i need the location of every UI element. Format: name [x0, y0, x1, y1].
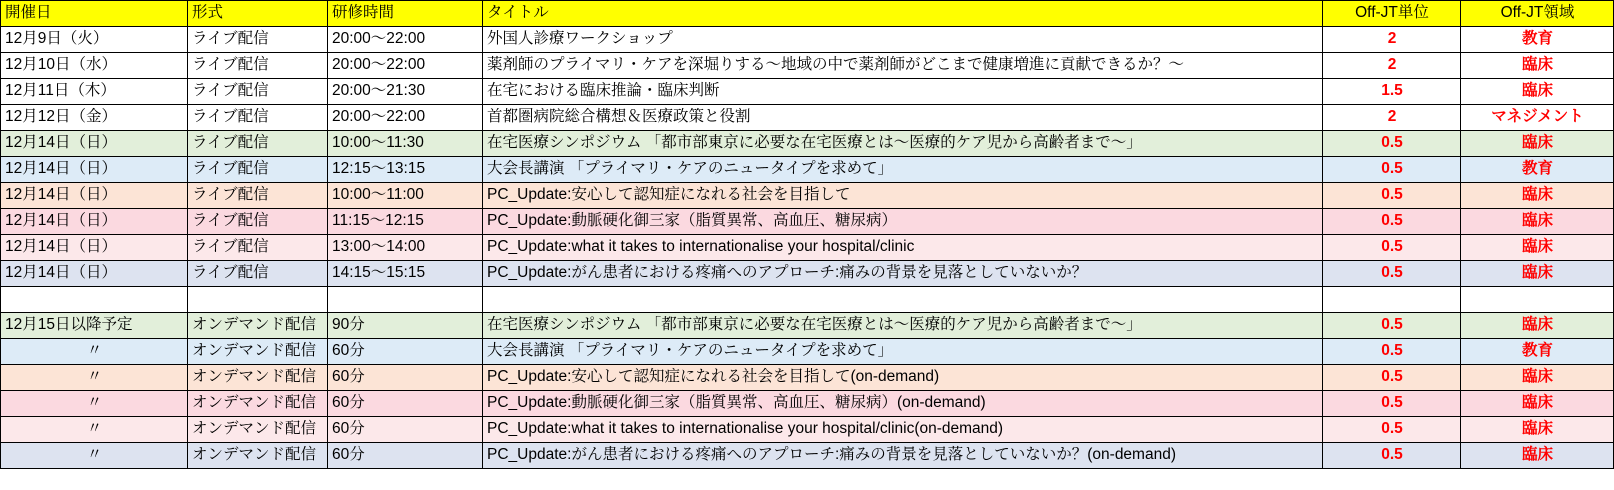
cell-duration: 20:00〜22:00: [328, 27, 483, 53]
cell-title: 薬剤師のプライマリ・ケアを深堀りする〜地域の中で薬剤師がどこまで健康増進に貢献できるか？〜: [483, 53, 1323, 79]
table-row: [1, 183, 1614, 209]
cell-format: ライブ配信: [188, 157, 328, 183]
cell-offjt-area: 臨床: [1461, 131, 1614, 157]
cell-offjt-unit: 0.5: [1323, 339, 1461, 365]
cell-duration: 60分: [328, 391, 483, 417]
cell-title: 大会長講演 「プライマリ・ケアのニュータイプを求めて」: [483, 157, 1323, 183]
cell-date: 12月14日（日）: [1, 157, 188, 183]
cell-title: PC_Update:what it takes to internationalise your hospital/clinic: [483, 235, 1323, 261]
cell-duration: 14:15〜15:15: [328, 261, 483, 287]
cell-date: 12月11日（木）: [1, 79, 188, 105]
cell-offjt-area: 教育: [1461, 27, 1614, 53]
cell-duration: [328, 287, 483, 313]
cell-offjt-area: 臨床: [1461, 391, 1614, 417]
cell-format: オンデマンド配信: [188, 365, 328, 391]
cell-title: 大会長講演 「プライマリ・ケアのニュータイプを求めて」: [483, 339, 1323, 365]
cell-offjt-unit: 0.5: [1323, 391, 1461, 417]
cell-format: ライブ配信: [188, 105, 328, 131]
cell-title: 在宅における臨床推論・臨床判断: [483, 79, 1323, 105]
table-row: [1, 443, 1614, 469]
cell-offjt-unit: 0.5: [1323, 183, 1461, 209]
cell-offjt-area: 臨床: [1461, 417, 1614, 443]
cell-date: 〃: [1, 417, 188, 443]
cell-date: 12月14日（日）: [1, 261, 188, 287]
cell-format: ライブ配信: [188, 183, 328, 209]
table-row: [1, 417, 1614, 443]
cell-offjt-unit: 0.5: [1323, 235, 1461, 261]
cell-title: 在宅医療シンポジウム 「都市部東京に必要な在宅医療とは〜医療的ケア児から高齢者まで〜」: [483, 131, 1323, 157]
cell-offjt-unit: 0.5: [1323, 365, 1461, 391]
cell-format: オンデマンド配信: [188, 417, 328, 443]
cell-duration: 20:00〜22:00: [328, 53, 483, 79]
cell-date: 〃: [1, 365, 188, 391]
cell-date: [1, 287, 188, 313]
cell-title: PC_Update:動脈硬化御三家（脂質異常、高血圧、糖尿病）(on-demand): [483, 391, 1323, 417]
cell-format: オンデマンド配信: [188, 339, 328, 365]
cell-format: ライブ配信: [188, 79, 328, 105]
cell-offjt-unit: 0.5: [1323, 443, 1461, 469]
cell-format: オンデマンド配信: [188, 391, 328, 417]
cell-title: PC_Update:what it takes to internationalise your hospital/clinic(on-demand): [483, 417, 1323, 443]
cell-title: 外国人診療ワークショップ: [483, 27, 1323, 53]
table-row: [1, 105, 1614, 131]
table-row: [1, 235, 1614, 261]
cell-duration: 10:00〜11:30: [328, 131, 483, 157]
table-header-row: [1, 1, 1614, 27]
cell-offjt-area: 臨床: [1461, 183, 1614, 209]
cell-title: PC_Update:安心して認知症になれる社会を目指して(on-demand): [483, 365, 1323, 391]
cell-offjt-unit: 2: [1323, 105, 1461, 131]
cell-title: PC_Update:安心して認知症になれる社会を目指して: [483, 183, 1323, 209]
cell-offjt-area: [1461, 287, 1614, 313]
column-header-date: 開催日: [1, 1, 188, 27]
column-header-offjt-unit: Off-JT単位: [1323, 1, 1461, 27]
cell-duration: 60分: [328, 339, 483, 365]
cell-format: オンデマンド配信: [188, 313, 328, 339]
table-row: [1, 157, 1614, 183]
cell-format: ライブ配信: [188, 209, 328, 235]
cell-duration: 10:00〜11:00: [328, 183, 483, 209]
column-header-title: タイトル: [483, 1, 1323, 27]
cell-offjt-area: 臨床: [1461, 365, 1614, 391]
table-row: [1, 209, 1614, 235]
cell-duration: 60分: [328, 443, 483, 469]
cell-offjt-area: 臨床: [1461, 235, 1614, 261]
cell-offjt-area: 臨床: [1461, 313, 1614, 339]
cell-duration: 13:00〜14:00: [328, 235, 483, 261]
cell-duration: 60分: [328, 417, 483, 443]
table-row: [1, 27, 1614, 53]
cell-date: 12月14日（日）: [1, 131, 188, 157]
cell-offjt-area: マネジメント: [1461, 105, 1614, 131]
cell-title: [483, 287, 1323, 313]
table-row: [1, 339, 1614, 365]
column-header-duration: 研修時間: [328, 1, 483, 27]
cell-offjt-unit: 0.5: [1323, 131, 1461, 157]
cell-offjt-area: 臨床: [1461, 209, 1614, 235]
cell-format: ライブ配信: [188, 235, 328, 261]
cell-offjt-unit: 2: [1323, 27, 1461, 53]
cell-date: 12月14日（日）: [1, 209, 188, 235]
cell-offjt-area: 臨床: [1461, 53, 1614, 79]
cell-title: PC_Update:がん患者における疼痛へのアプローチ:痛みの背景を見落としていないか？: [483, 261, 1323, 287]
table-row: [1, 79, 1614, 105]
column-header-format: 形式: [188, 1, 328, 27]
table-row: [1, 365, 1614, 391]
cell-duration: 90分: [328, 313, 483, 339]
cell-duration: 12:15〜13:15: [328, 157, 483, 183]
cell-offjt-unit: 1.5: [1323, 79, 1461, 105]
cell-offjt-unit: 0.5: [1323, 157, 1461, 183]
cell-date: 12月12日（金）: [1, 105, 188, 131]
table-row: [1, 391, 1614, 417]
table-row: [1, 261, 1614, 287]
cell-offjt-unit: [1323, 287, 1461, 313]
cell-date: 12月15日以降予定: [1, 313, 188, 339]
cell-duration: 11:15〜12:15: [328, 209, 483, 235]
cell-offjt-unit: 0.5: [1323, 261, 1461, 287]
table-row: [1, 313, 1614, 339]
cell-format: ライブ配信: [188, 27, 328, 53]
table-header: [1, 1, 1614, 27]
cell-title: PC_Update:がん患者における疼痛へのアプローチ:痛みの背景を見落としていないか？(on-demand): [483, 443, 1323, 469]
cell-date: 12月14日（日）: [1, 235, 188, 261]
cell-offjt-area: 臨床: [1461, 443, 1614, 469]
cell-offjt-area: 教育: [1461, 157, 1614, 183]
table-body: [1, 27, 1614, 469]
cell-offjt-unit: 0.5: [1323, 209, 1461, 235]
cell-date: 〃: [1, 391, 188, 417]
cell-format: ライブ配信: [188, 53, 328, 79]
table-row: [1, 53, 1614, 79]
cell-date: 12月10日（水）: [1, 53, 188, 79]
table-spacer-row: [1, 287, 1614, 313]
cell-format: ライブ配信: [188, 261, 328, 287]
cell-offjt-unit: 0.5: [1323, 417, 1461, 443]
cell-offjt-area: 臨床: [1461, 261, 1614, 287]
cell-duration: 60分: [328, 365, 483, 391]
cell-date: 〃: [1, 443, 188, 469]
cell-format: オンデマンド配信: [188, 443, 328, 469]
cell-format: [188, 287, 328, 313]
cell-date: 12月9日（火）: [1, 27, 188, 53]
cell-title: 首都圏病院総合構想＆医療政策と役割: [483, 105, 1323, 131]
cell-duration: 20:00〜22:00: [328, 105, 483, 131]
cell-date: 〃: [1, 339, 188, 365]
cell-offjt-unit: 2: [1323, 53, 1461, 79]
cell-duration: 20:00〜21:30: [328, 79, 483, 105]
cell-offjt-unit: 0.5: [1323, 313, 1461, 339]
cell-date: 12月14日（日）: [1, 183, 188, 209]
cell-offjt-area: 教育: [1461, 339, 1614, 365]
cell-offjt-area: 臨床: [1461, 79, 1614, 105]
cell-title: PC_Update:動脈硬化御三家（脂質異常、高血圧、糖尿病）: [483, 209, 1323, 235]
table-row: [1, 131, 1614, 157]
cell-title: 在宅医療シンポジウム 「都市部東京に必要な在宅医療とは〜医療的ケア児から高齢者まで〜」: [483, 313, 1323, 339]
cell-format: ライブ配信: [188, 131, 328, 157]
column-header-offjt-area: Off-JT領域: [1461, 1, 1614, 27]
